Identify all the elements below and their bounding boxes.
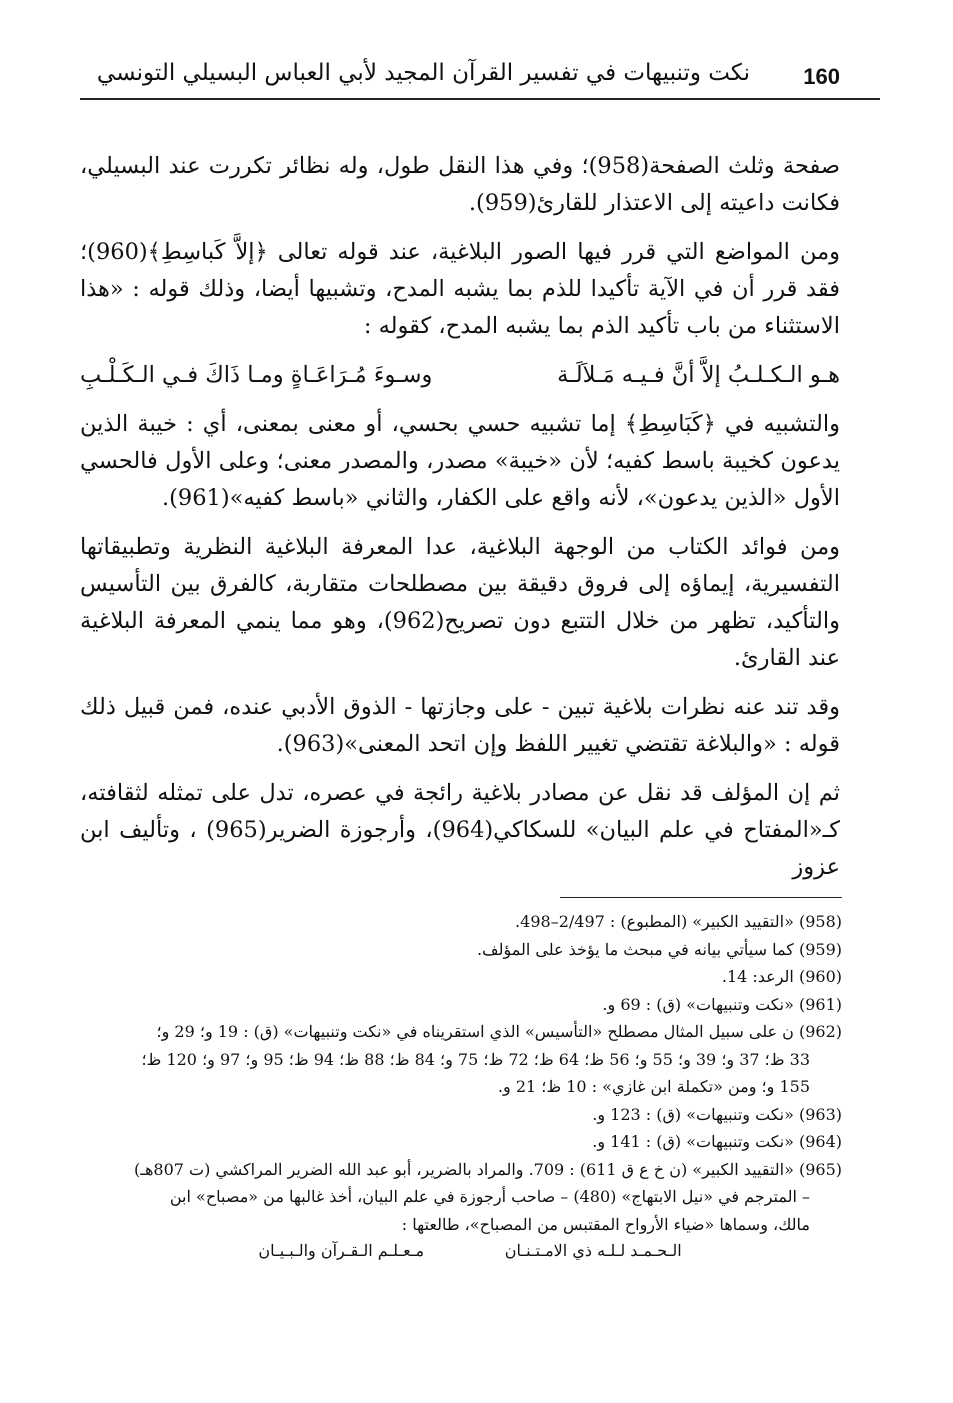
footnote-962: (962) ن على سبيل المثال مصطلح «التأسيس» الذي استقريناه في «نكت وتنبيهات» (ق) : 19 و؛ 29 و؛ — [156, 1022, 842, 1041]
running-title: نكت وتنبيهات في تفسير القرآن المجيد لأبي العباس البسيلي التونسي — [96, 60, 750, 86]
footnote-verse — [78, 1238, 842, 1264]
footnote-verse-first: الـحـمـد لـلـه ذي الامـتـنـان — [504, 1241, 682, 1260]
footnote-960: (960) الرعد: 14. — [721, 967, 842, 986]
poetry-verse — [80, 357, 840, 394]
footnote-959: (959) كما سيأتي بيانه في مبحث ما يؤخذ على المؤلف. — [476, 939, 842, 959]
footnotes — [78, 908, 842, 1264]
paragraph-1: صفحة وثلث الصفحة(958)؛ وفي هذا النقل طول، وله نظائر تكررت عند البسيلي، فكانت داعيته إلى الاعتذار للقارئ(959). — [80, 153, 840, 216]
verse-second-hemistich: وسـوءَ مُـرَاعَـاةٍ ومـا ذَاكَ فـي الـكَـلْـبِ — [80, 362, 433, 388]
page-number: 160 — [803, 64, 840, 89]
footnote-962-cont-2: 155 و؛ ومن «تكملة ابن غازي» : 10 ظ؛ 21 و. — [497, 1077, 810, 1096]
paragraph-6: ثم إن المؤلف قد نقل عن مصادر بلاغية رائجة في عصره، تدل على تمثله لثقافته، كـ«المفتاح في علم البيان» للسكاكي(964)، وأرجوزة الضرير(965) ، وتأليف ابن عزوز — [80, 780, 840, 880]
main-text — [80, 148, 840, 898]
paragraph-3: والتشبيه في ﴿كَبَاسِطِ﴾ إما تشبيه حسي بحسي، أو معنى بمعنى، أي : خيبة الذين يدعون كخيبة باسط كفيه؛ لأن «خيبة» مصدر، والمصدر معنى؛ وعلى الأول فالحسي الأول «الذين يدعون»، لأنه واقع على الكفار، والثاني «باسط كفيه»(961). — [80, 411, 840, 511]
footnote-963: (963) «نكت وتنبيهات» (ق) : 123 و. — [592, 1104, 842, 1124]
paragraph-2: ومن المواضع التي قرر فيها الصور البلاغية، عند قوله تعالى ﴿إلاَّ كَباسِطِ﴾(960)؛ فقد قرر أن في الآية تأكيدا للذم بما يشبه المدح، وتشبيها أيضا، وذلك قوله : «هذا الاستثناء من باب تأكيد الذم بما يشبه المدح، كقوله : — [80, 239, 840, 339]
paragraph-5: وقد تند عنه نظرات بلاغية تبين - على وجازتها - الذوق الأدبي عنده، فمن قبيل ذلك قوله : «والبلاغة تقتضي تغيير اللفظ وإن اتحد المعنى»(963). — [80, 694, 840, 757]
footnote-964: (964) «نكت وتنبيهات» (ق) : 141 و. — [592, 1132, 842, 1151]
footnote-965-cont-1: – المترجم في «نيل الابتهاج» (480) – صاحب أرجوزة في علم البيان، أخذ غالبها من «مصباح» ابن — [169, 1187, 810, 1206]
footnote-961: (961) «نكت وتنبيهات» (ق) : 69 و. — [602, 994, 842, 1014]
footnote-962-cont-1: 33 ظ؛ 37 و؛ 39 و؛ 55 و؛ 56 ظ؛ 64 ظ؛ 72 ظ؛ 75 و؛ 84 ظ؛ 88 ظ؛ 94 ظ؛ 95 و؛ 97 و؛ 120 ظ؛ — [141, 1049, 810, 1069]
footnote-verse-second: مـعـلـم الـقـرآن والـبـيـان — [258, 1241, 425, 1260]
footnote-separator — [560, 897, 842, 898]
verse-first-hemistich: هـو الـكـلـبُ إلاَّ أنَّ فـيـه مَـلاَلَـة — [557, 362, 840, 388]
page-header — [80, 58, 880, 100]
footnote-965: (965) «التقييد الكبير» (ن خ ع ق 611) : 709. والمراد بالضرير، أبو عبد الله الضرير المراكشي (ت 807هـ) — [134, 1159, 842, 1179]
footnote-965-cont-2: مالك، وسماها «ضياء الأرواح المقتبس من المصباح»، طالعتها : — [401, 1214, 810, 1234]
footnote-958: (958) «التقييد الكبير» (المطبوع) : 2/497–498. — [515, 912, 842, 931]
paragraph-4: ومن فوائد الكتاب من الوجهة البلاغية، عدا المعرفة البلاغية النظرية وتطبيقاتها التفسيرية، إيماؤه إلى فروق دقيقة بين مصطلحات متقاربة، كالفرق بين التأسيس والتأكيد، تظهر من خلال التتبع دون تصريح(962)، وهو مما ينمي المعرفة البلاغية عند القارئ. — [80, 534, 840, 671]
